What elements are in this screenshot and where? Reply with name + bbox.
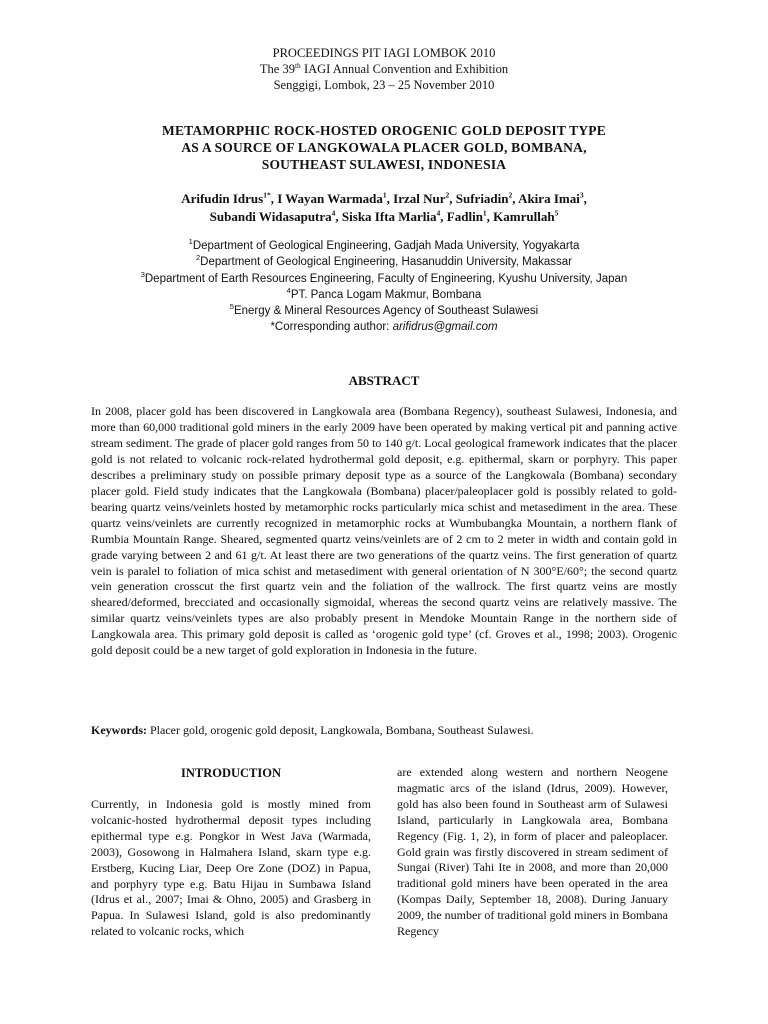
introduction-heading: INTRODUCTION bbox=[180, 766, 281, 780]
introduction-left-column: Currently, in Indonesia gold is mostly mined from volcanic-hosted hydrothermal deposit types including epithermal type e.g. Pongkor in West Java (Warmada, 2003), Gosowong in Halmahera Island, skarn type e.g. Erstberg, Kucing Liar, Deep Ore Zone (DOZ) in Papua, and porphyry type e.g. Batu Hijau in Sumbawa Island (Idrus et al., 2007; Imai & Ohno, 2005) and Grasberg in Papua. In Sulawesi Island, gold is also predominantly related to volcanic rocks, which bbox=[91, 797, 371, 939]
author-sup: 1* bbox=[263, 190, 271, 200]
author-name: I Wayan Warmada bbox=[277, 191, 383, 206]
corresponding-label: *Corresponding author: bbox=[270, 321, 393, 334]
keywords-text: Placer gold, orogenic gold deposit, Langkowala, Bombana, Southeast Sulawesi. bbox=[147, 723, 534, 737]
author-sup: 5 bbox=[554, 208, 559, 218]
abstract-heading: ABSTRACT bbox=[348, 373, 420, 388]
introduction-right-column: are extended along western and northern Neogene magmatic arcs of the island (Idrus, 2009). However, gold has also been found in Southeast arm of Sulawesi Island, particularly in Langkowala area, Bombana Regency (Fig. 1, 2), in form of placer and paleoplacer. Gold grain was firstly discovered in stream sediment of Sungai (River) Tahi Ite in 2008, and more than 20,000 traditional gold miners have been operated in the area (Kompas Daily, September 18, 2008). During January 2009, the number of traditional gold miners in Bombana Regency bbox=[397, 765, 668, 939]
affiliation-5 bbox=[60, 303, 708, 319]
affiliation-3 bbox=[60, 271, 708, 287]
affiliation-list bbox=[60, 238, 708, 336]
paper-title-line-2: AS A SOURCE OF LANGKOWALA PLACER GOLD, BOMBANA, bbox=[181, 140, 587, 155]
venue-date: Senggigi, Lombok, 23 – 25 November 2010 bbox=[273, 78, 495, 92]
author-sup: 3 bbox=[579, 190, 584, 200]
corresponding-email[interactable]: arifidrus@gmail.com bbox=[392, 321, 498, 334]
affiliation-text: Department of Geological Engineering, Gadjah Mada University, Yogyakarta bbox=[192, 240, 580, 252]
keywords-label: Keywords: bbox=[91, 723, 147, 737]
affiliation-1 bbox=[60, 238, 708, 254]
affiliation-sup: 3 bbox=[140, 269, 145, 279]
affiliation-sup: 4 bbox=[286, 286, 291, 296]
affiliation-text: Department of Earth Resources Engineering, Faculty of Engineering, Kyushu University, Japan bbox=[144, 272, 628, 285]
author-sup: 4 bbox=[436, 208, 441, 218]
corresponding-author bbox=[60, 319, 708, 335]
author-line-1: Arifudin Idrus$^{1*}$, I Wayan Warmada$^1$, Irzal Nur$^2$, Sufriadin$^2$, Akira Imai$^3$, bbox=[181, 190, 587, 206]
author-list bbox=[80, 190, 688, 226]
affiliation-text: PT. Panca Logam Makmur, Bombana bbox=[290, 288, 482, 301]
author-name: Sufriadin bbox=[455, 191, 509, 206]
affiliation-text: Department of Geological Engineering, Hasanuddin University, Makassar bbox=[200, 256, 572, 269]
keywords bbox=[91, 722, 677, 738]
affiliation-sup: 2 bbox=[196, 253, 201, 263]
affiliation-sup: 5 bbox=[229, 302, 234, 312]
author-name: Akira Imai bbox=[518, 191, 580, 206]
author-name: Subandi Widasaputra bbox=[209, 209, 332, 224]
author-name: Arifudin Idrus bbox=[181, 191, 264, 206]
convention-line-post: IAGI Annual Convention and Exhibition bbox=[300, 62, 509, 76]
paper-title-line-3: SOUTHEAST SULAWESI, INDONESIA bbox=[261, 157, 507, 172]
convention-ordinal: th bbox=[294, 60, 301, 70]
convention-line-pre: The 39 bbox=[259, 62, 295, 76]
author-sup: 1 bbox=[482, 208, 487, 218]
paper-title-line-1: METAMORPHIC ROCK-HOSTED OROGENIC GOLD DEPOSIT TYPE bbox=[162, 123, 606, 138]
convention-line bbox=[0, 61, 768, 78]
affiliation-text: Energy & Mineral Resources Agency of Southeast Sulawesi bbox=[233, 305, 539, 318]
author-name: Irzal Nur bbox=[393, 191, 446, 206]
author-sup: 2 bbox=[508, 190, 513, 200]
author-sup: 2 bbox=[445, 190, 450, 200]
author-name: Siska Ifta Marlia bbox=[341, 209, 437, 224]
author-name: Fadlin bbox=[446, 209, 483, 224]
affiliation-2 bbox=[60, 254, 708, 270]
affiliation-sup: 1 bbox=[188, 237, 193, 247]
affiliation-4 bbox=[60, 287, 708, 303]
paper-title bbox=[90, 122, 678, 173]
author-sup: 4 bbox=[331, 208, 336, 218]
author-sup: 1 bbox=[382, 190, 387, 200]
proceedings-title: PROCEEDINGS PIT IAGI LOMBOK 2010 bbox=[272, 46, 496, 60]
abstract-body: In 2008, placer gold has been discovered in Langkowala area (Bombana Regency), southeast Sulawesi, Indonesia, and more than 60,000 traditional gold miners in the early 2009 have been operated by making vertical pit and panning active stream sediment. The grade of placer gold ranges from 50 to 140 g/t. Local geological framework indicates that the placer gold is not related to volcanic rock-related hydrothermal gold deposit, e.g. epithermal, skarn or porphyry. This paper describes a preliminary study on possible primary deposit type as a source of the Langkowala (Bombana) secondary placer gold. Field study indicates that the Langkowala (Bombana) placer/paleoplacer gold is possibly related to gold-bearing quartz veins/veinlets hosted by metamorphic rocks particularly mica schist and metasediment in the area. These quartz veins/veinlets are currently recognized in metamorphic rocks at Wumbubangka Mountain, a northern flank of Rumbia Mountain Range. Sheared, segmented quartz veins/veinlets are of 2 cm to 2 meter in width and contain gold in grade varying between 2 and 61 g/t. At least there are two generations of the quartz veins. The first generation of quartz vein is paralel to foliation of mica schist and metasediment with general orientation of N 300°E/60°; the second quartz vein generation crosscut the first quartz vein and the foliation of the wallrock. The first quartz veins are mostly sheared/deformed, brecciated and occasionally sigmoidal, whereas the second quartz veins are relatively massive. The similar quartz veins/veinlets types are also probably present in Mendoke Mountain Range in the northern side of Langkowala area. This primary gold deposit is called as ‘orogenic gold type’ (cf. Groves et al., 1998; 2003). Orogenic gold deposit could be a new target of gold exploration in Indonesia in the future. bbox=[91, 404, 677, 658]
author-name: Kamrullah bbox=[493, 209, 555, 224]
author-line-2: Subandi Widasaputra$^4$, Siska Ifta Marlia$^4$, Fadlin$^1$, Kamrullah$^5$ bbox=[209, 208, 559, 224]
